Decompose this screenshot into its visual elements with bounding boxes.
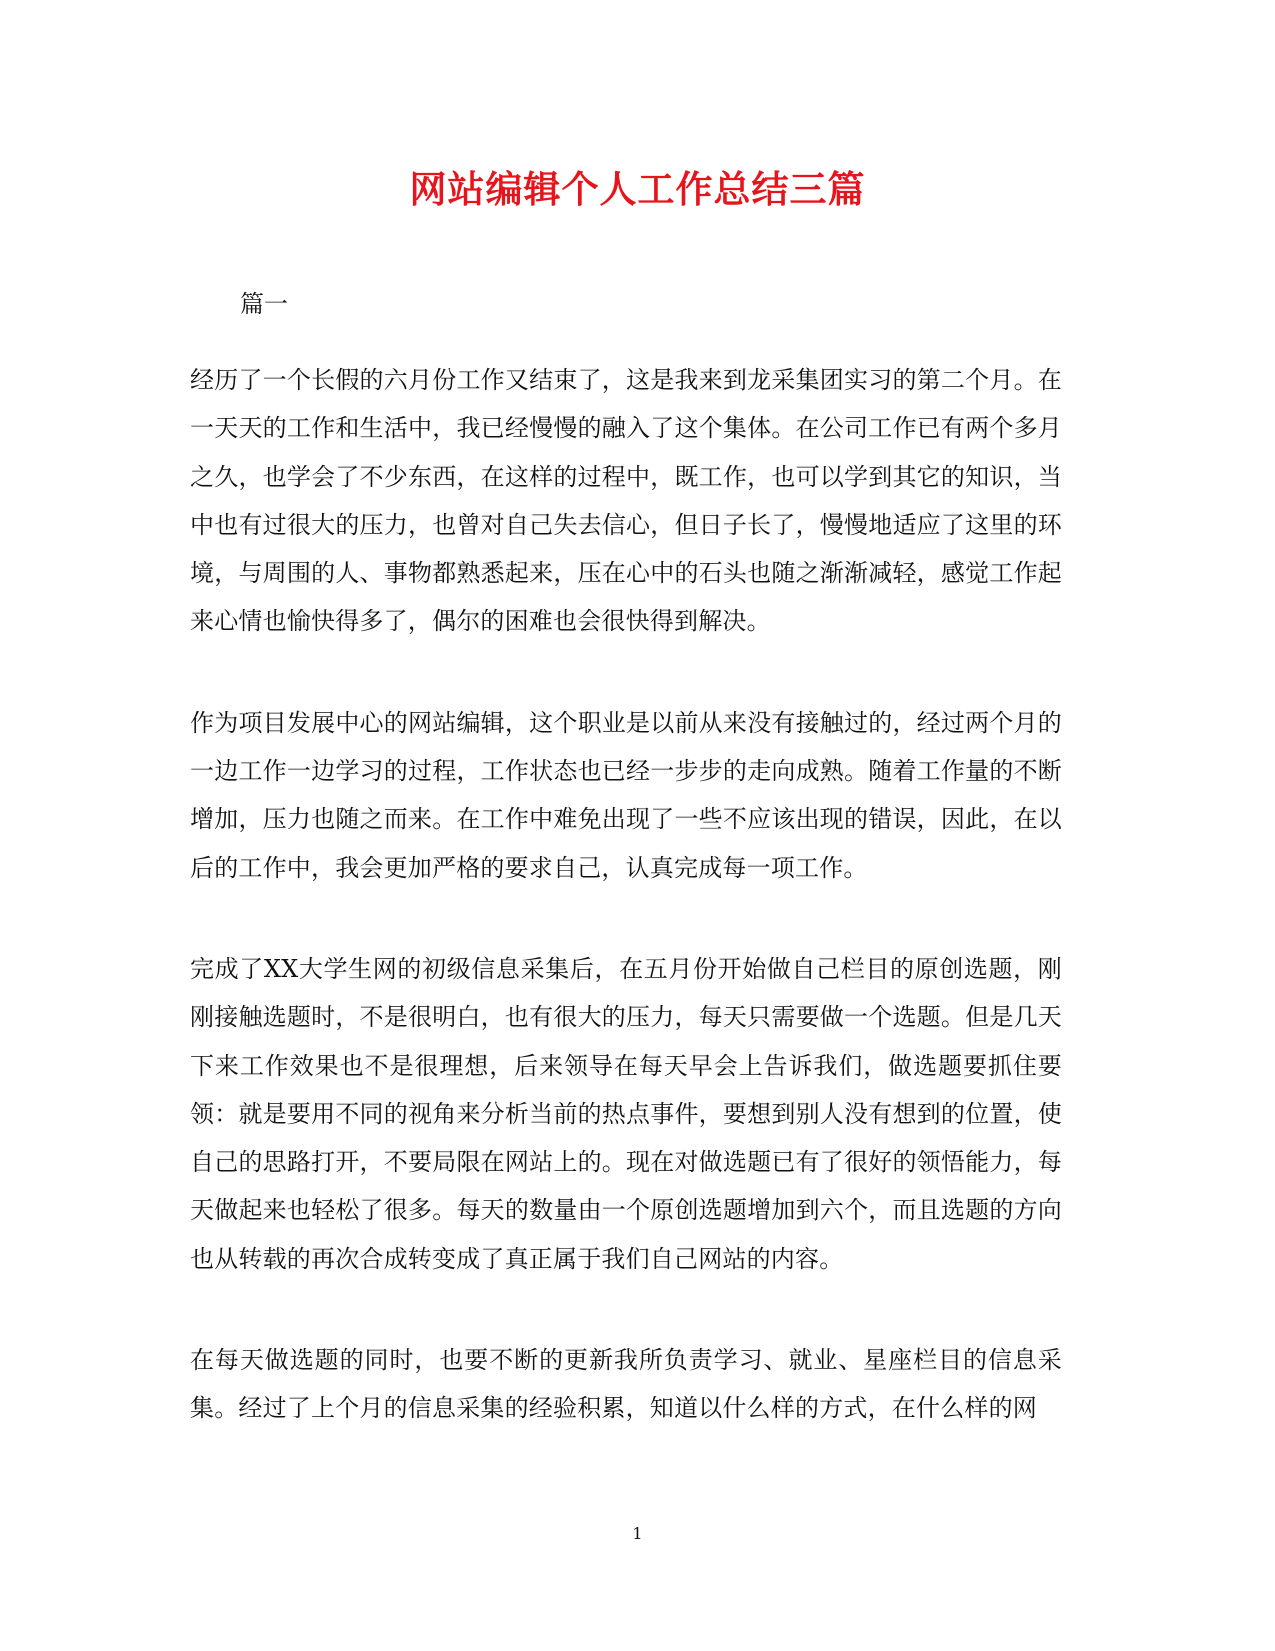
page-number: 1 — [632, 1524, 643, 1543]
paragraph-4: 在每天做选题的同时，也要不断的更新我所负责学习、就业、星座栏目的信息采集。经过了上个月的信息采集的经验积累，知道以什么样的方式，在什么样的网 — [190, 1346, 1062, 1423]
document-title: 网站编辑个人工作总结三篇 — [409, 167, 866, 211]
paragraph-2: 作为项目发展中心的网站编辑，这个职业是以前从来没有接触过的，经过两个月的一边工作一边学习的过程，工作状态也已经一步步的走向成熟。随着工作量的不断增加，压力也随之而来。在工作中难免出现了一些不应该出现的错误，因此，在以后的工作中，我会更加严格的要求自己，认真完成每一项工作。 — [190, 708, 1062, 882]
paragraph-1: 经历了一个长假的六月份工作又结束了，这是我来到龙采集团实习的第二个月。在一天天的工作和生活中，我已经慢慢的融入了这个集体。在公司工作已有两个多月之久，也学会了不少东西，在这样的过程中，既工作，也可以学到其它的知识，当中也有过很大的压力，也曾对自己失去信心，但日子长了，慢慢地适应了这里的环境，与周围的人、事物都熟悉起来，压在心中的石头也随之渐渐减轻，感觉工作起来心情也愉快得多了，偶尔的困难也会很快得到解决。 — [190, 366, 1062, 636]
body-text — [190, 356, 1062, 1486]
section-heading: 篇一 — [240, 290, 288, 318]
paragraph-3: 完成了XX大学生网的初级信息采集后，在五月份开始做自己栏目的原创选题，刚刚接触选题时，不是很明白，也有很大的压力，每天只需要做一个选题。但是几天下来工作效果也不是很理想，后来领导在每天早会上告诉我们，做选题要抓住要领：就是要用不同的视角来分析当前的热点事件，要想到别人没有想到的位置，使自己的思路打开，不要局限在网站上的。现在对做选题已有了很好的领悟能力，每天做起来也轻松了很多。每天的数量由一个原创选题增加到六个，而且选题的方向也从转载的再次合成转变成了真正属于我们自己网站的内容。 — [190, 954, 1062, 1273]
